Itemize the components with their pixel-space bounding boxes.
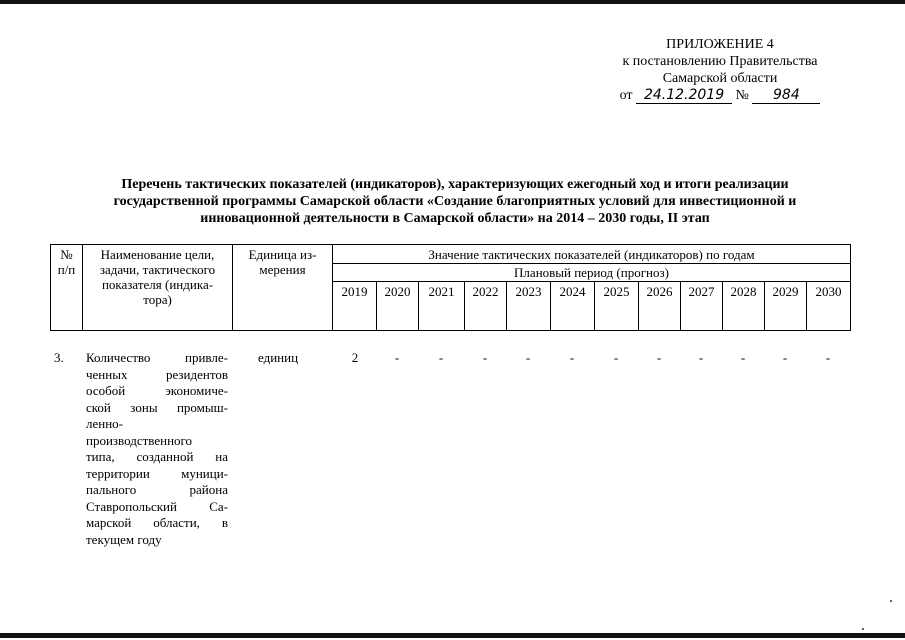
- plan-period-divider: [332, 281, 850, 282]
- header-year: 2027: [688, 284, 715, 299]
- year-value: -: [613, 350, 619, 365]
- header-unit-line: мерения: [259, 262, 306, 277]
- scan-edge-top: [0, 0, 905, 4]
- header-name-line: задачи, тактического: [99, 262, 216, 277]
- header-name: [83, 247, 232, 307]
- header-unit-line: Единица из-: [248, 247, 317, 262]
- appendix-resolution: к постановлению Правительства: [622, 54, 818, 69]
- header-year: 2024: [559, 284, 586, 299]
- header-year: 2026: [646, 284, 673, 299]
- title-line-3: инновационной деятельности в Самарской области» на 2014 – 2030 годы, II этап: [200, 211, 710, 226]
- header-year: 2022: [472, 284, 499, 299]
- indicator-name: [86, 350, 228, 548]
- number-label: №: [735, 88, 749, 103]
- table-header-bottom-border: [50, 330, 850, 331]
- header-num-line: №: [60, 247, 73, 262]
- header-num: [51, 247, 82, 277]
- indicator-name-line: особой экономиче-: [86, 383, 228, 398]
- indicator-name-line: типа, созданной на: [86, 449, 228, 464]
- header-year: 2025: [603, 284, 630, 299]
- header-year: 2023: [515, 284, 542, 299]
- year-value: -: [782, 350, 788, 365]
- indicator-name-line: пального района: [86, 482, 228, 497]
- values-group-divider: [332, 263, 850, 264]
- header-name-line: показателя (индика-: [101, 277, 214, 292]
- header-num-line: п/п: [57, 262, 76, 277]
- year-value: -: [698, 350, 704, 365]
- header-name-line: Наименование цели,: [100, 247, 215, 262]
- indicator-name-line: Ставропольский Са-: [86, 498, 228, 514]
- year-value: -: [394, 350, 400, 365]
- appendix-region: Самарской области: [662, 71, 778, 86]
- year-value: -: [569, 350, 575, 365]
- indicator-name-line: производственного: [86, 432, 193, 448]
- header-unit: [233, 247, 332, 277]
- header-year: 2028: [730, 284, 757, 299]
- year-value: -: [825, 350, 831, 365]
- handwritten-number: 984: [752, 87, 820, 104]
- header-year: 2019: [341, 284, 368, 299]
- header-plan-period: Плановый период (прогноз): [514, 265, 669, 280]
- year-value: -: [438, 350, 444, 365]
- title-line-2: государственной программы Самарской области «Создание благоприятных условий для инвестиционной и: [113, 194, 797, 209]
- appendix-date-line: [560, 87, 880, 104]
- year-value: -: [525, 350, 531, 365]
- indicator-name-line: марской области, в: [86, 515, 228, 530]
- indicator-name-line: территории муници-: [86, 465, 228, 481]
- year-value: 2: [351, 350, 359, 365]
- scan-edge-bottom: [0, 633, 905, 638]
- year-value: -: [740, 350, 746, 365]
- header-name-line: тора): [143, 292, 172, 307]
- title-line-1: Перечень тактических показателей (индикаторов), характеризующих ежегодный ход и итоги реализации: [121, 177, 789, 192]
- scan-speck: [890, 600, 892, 602]
- year-value: -: [656, 350, 662, 365]
- indicator-name-line: ленно-: [86, 416, 124, 431]
- indicator-name-line: ской зоны промыш-: [86, 399, 228, 415]
- indicator-name-line: Количество привле-: [86, 350, 228, 365]
- appendix-title: ПРИЛОЖЕНИЕ 4: [666, 37, 774, 52]
- row-number: 3.: [54, 350, 64, 365]
- appendix-block: [560, 36, 880, 104]
- header-values-group: Значение тактических показателей (индикаторов) по годам: [428, 247, 755, 262]
- header-year: 2021: [428, 284, 455, 299]
- scan-speck: [862, 628, 864, 630]
- table-right-border: [850, 244, 851, 331]
- header-year: 2030: [815, 284, 842, 299]
- header-year: 2020: [384, 284, 411, 299]
- document-title: [85, 176, 825, 227]
- indicator-name-line: ченных резидентов: [86, 366, 228, 382]
- table-top-border: [50, 244, 850, 245]
- indicator-name-line: текущем году: [86, 531, 162, 547]
- unit-value: единиц: [258, 350, 299, 365]
- from-label: от: [619, 88, 633, 103]
- handwritten-date: 24.12.2019: [636, 87, 732, 104]
- header-year: 2029: [772, 284, 799, 299]
- year-value: -: [482, 350, 488, 365]
